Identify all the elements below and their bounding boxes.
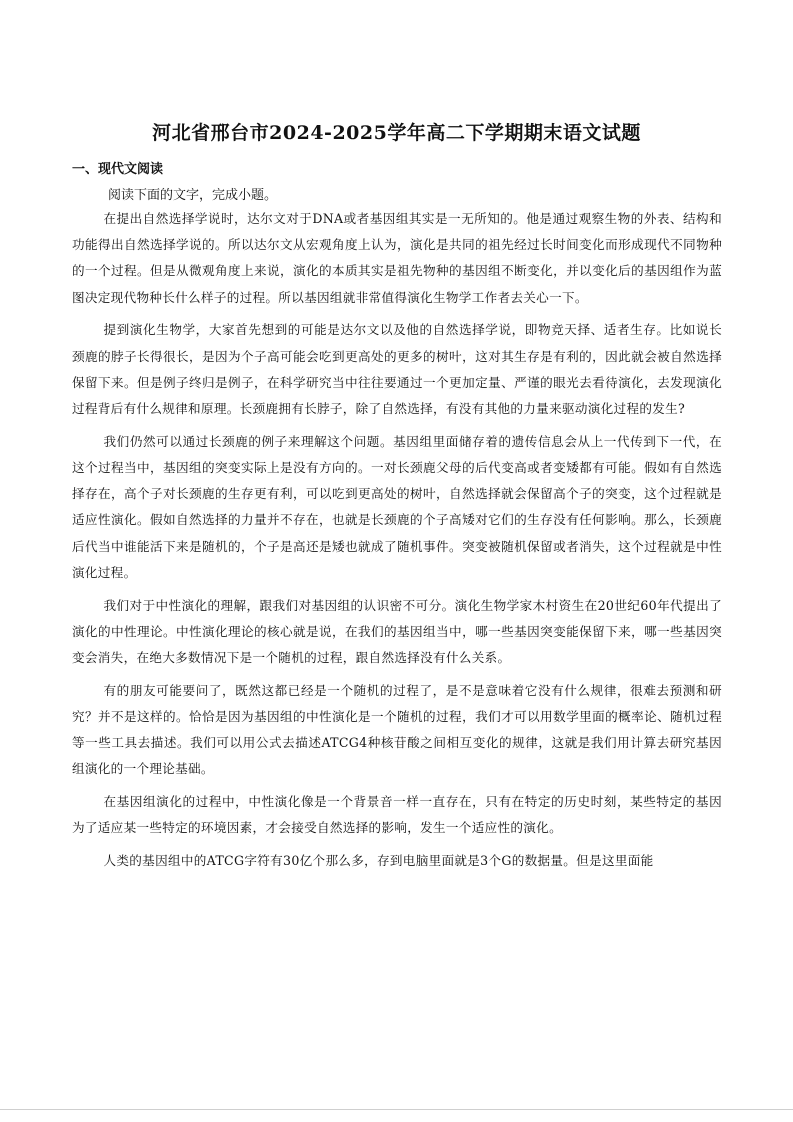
reading-instruction: 阅读下面的文字，完成小题。 <box>108 188 278 203</box>
reading-passage <box>72 206 722 881</box>
document-title: 河北省邢台市2024-2025学年高二下学期期末语文试题 <box>152 122 641 144</box>
passage-paragraph-3: 我们仍然可以通过长颈鹿的例子来理解这个问题。基因组里面储存着的遗传信息会从上一代传到下一代，在这个过程当中，基因组的突变实际上是没有方向的。一对长颈鹿父母的后代变高或者变矮都有可能。假如有自然选择存在，高个子对长颈鹿的生存更有利，可以吃到更高处的树叶，自然选择就会保留高个子的突变，这个过程就是适应性演化。假如自然选择的力量并不存在，也就是长颈鹿的个子高矮对它们的生存没有任何影响。那么，长颈鹿后代当中谁能活下来是随机的，个子是高还是矮也就成了随机事件。突变被随机保留或者消失，这个过程就是中性演化过程。 <box>72 433 722 580</box>
passage-paragraph-2: 提到演化生物学，大家首先想到的可能是达尔文以及他的自然选择学说，即物竞天择、适者生存。比如说长颈鹿的脖子长得很长，是因为个子高可能会吃到更高处的更多的树叶，这对其生存是有利的，因此就会被自然选择保留下来。但是例子终归是例子，在科学研究当中往往要通过一个更加定量、严谨的眼光去看待演化，去发现演化过程背后有什么规律和原理。长颈鹿拥有长脖子，除了自然选择，有没有其他的力量来驱动演化过程的发生? <box>72 322 722 417</box>
passage-paragraph-5: 有的朋友可能要问了，既然这都已经是一个随机的过程了，是不是意味着它没有什么规律，很难去预测和研究？并不是这样的。恰恰是因为基因组的中性演化是一个随机的过程，我们才可以用数学里面的概率论、随机过程等一些工具去描述。我们可以用公式去描述ATCG4种核苷酸之间相互变化的规律，这就是我们用计算去研究基因组演化的一个理论基础。 <box>72 682 722 777</box>
section-heading: 一、现代文阅读 <box>72 162 164 177</box>
passage-paragraph-6: 在基因组演化的过程中，中性演化像是一个背景音一样一直存在，只有在特定的历史时刻，某些特定的基因为了适应某一些特定的环境因素，才会接受自然选择的影响，发生一个适应性的演化。 <box>72 794 722 836</box>
passage-paragraph-7: 人类的基因组中的ATCG字符有30亿个那么多，存到电脑里面就是3个G的数据量。但是这里面能 <box>103 853 654 869</box>
page-bottom-divider <box>0 1109 793 1110</box>
passage-paragraph-4: 我们对于中性演化的理解，跟我们对基因组的认识密不可分。演化生物学家木村资生在20世纪60年代提出了演化的中性理论。中性演化理论的核心就是说，在我们的基因组当中，哪一些基因突变能保留下来，哪一些基因突变会消失，在绝大多数情况下是一个随机的过程，跟自然选择没有什么关系。 <box>72 597 722 666</box>
passage-paragraph-1: 在提出自然选择学说时，达尔文对于DNA或者基因组其实是一无所知的。他是通过观察生物的外表、结构和功能得出自然选择学说的。所以达尔文从宏观角度上认为，演化是共同的祖先经过长时间变化而形成现代不同物种的一个过程。但是从微观角度上来说，演化的本质其实是祖先物种的基因组不断变化，并以变化后的基因组作为蓝图决定现代物种长什么样子的过程。所以基因组就非常值得演化生物学工作者去关心一下。 <box>72 211 722 305</box>
